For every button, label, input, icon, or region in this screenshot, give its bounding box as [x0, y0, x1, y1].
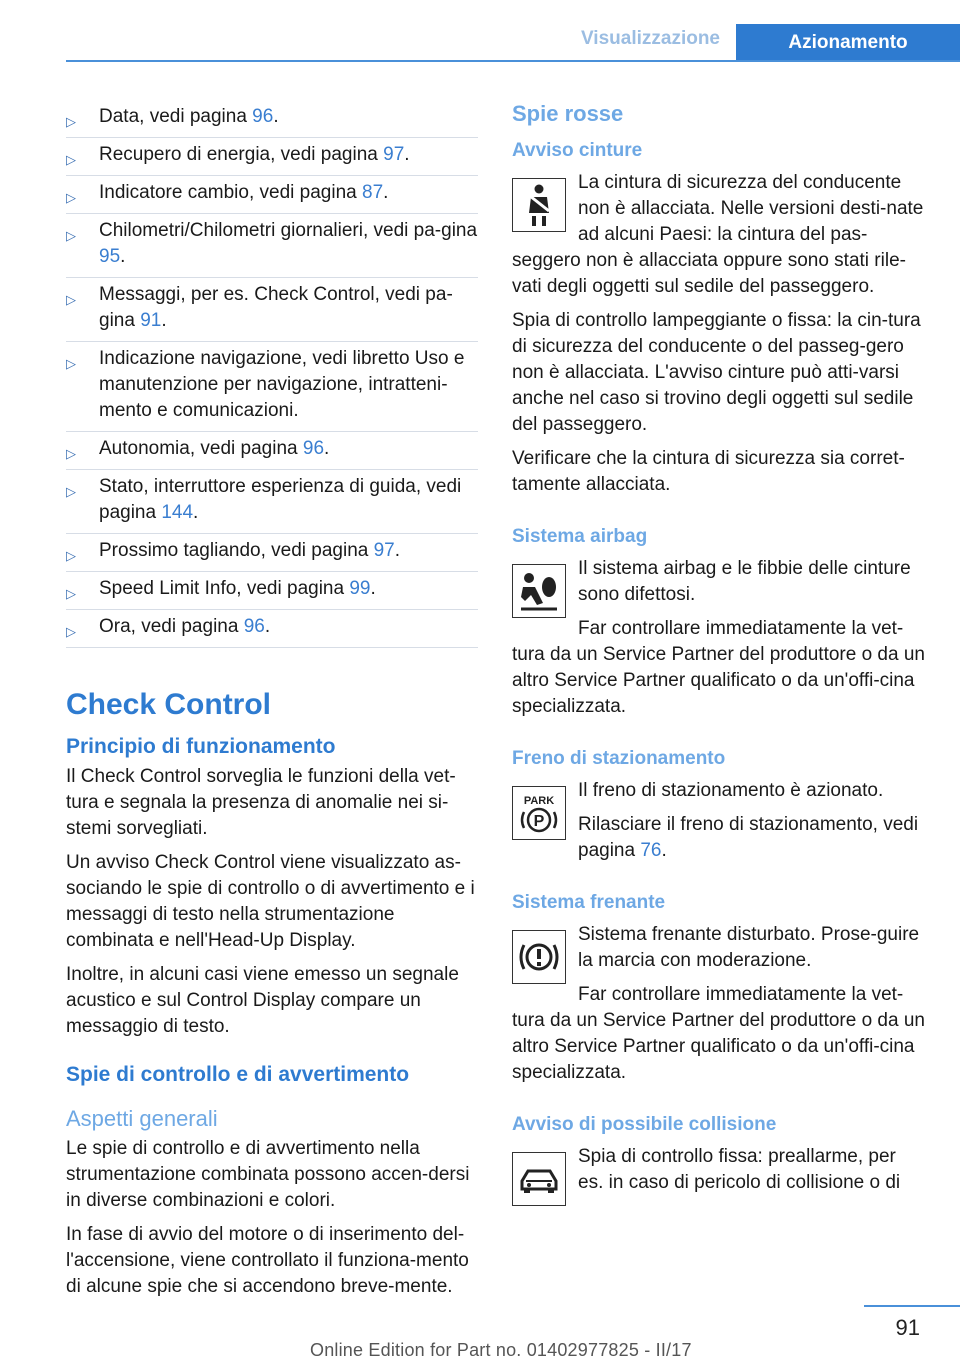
- svg-text:P: P: [533, 813, 545, 830]
- bullet-item: [66, 534, 478, 572]
- bullet-text: Indicatore cambio, vedi pagina: [99, 182, 362, 203]
- tab-visualizzazione[interactable]: Visualizzazione: [580, 28, 720, 49]
- para-cinture-1: La cintura di sicurezza del conducente non è allacciata. Nelle versioni desti-nate ad alcuni Paesi: la cintura del pas-seggero non è allacciata oppure sono stati rile-vati degli oggetti sul sedile del passeggero.: [512, 172, 924, 297]
- bullet-page-link[interactable]: 96: [243, 616, 265, 637]
- heading-airbag: Sistema airbag: [512, 526, 648, 547]
- heading-check-control: Check Control: [66, 688, 272, 721]
- seatbelt-icon: [512, 178, 566, 232]
- left-column: [66, 100, 478, 1308]
- bullet-text: Indicazione navigazione, vedi libretto Uso e manutenzione per navigazione, intratteni-mento e comunicazioni.: [99, 348, 465, 421]
- para-principio-2: Un avviso Check Control viene visualizzato as-sociando le spie di controllo o di avvertimento e i messaggi di testo nella strumentazione combinata e nell'Head-Up Display.: [66, 852, 475, 951]
- bullet-triangle-icon: ▷: [66, 152, 76, 167]
- bullet-triangle-icon: ▷: [66, 446, 76, 461]
- bullet-page-link[interactable]: 96: [302, 438, 325, 459]
- section-frenante: [512, 890, 926, 1086]
- bullet-suffix: .: [193, 502, 199, 523]
- section-collisione: [512, 1112, 926, 1196]
- edition-text: Online Edition for Part no. 01402977825 - II/17: [310, 1340, 692, 1360]
- para-frenante-2: Far controllare immediatamente la vet-tura da un Service Partner del produttore o da un altro Service Partner qualificato o da un'offi-cina specializzata.: [512, 984, 925, 1083]
- bullet-page-link[interactable]: 99: [349, 578, 371, 599]
- bullet-list: [66, 100, 478, 648]
- bullet-item: [66, 100, 478, 138]
- bullet-item: [66, 432, 478, 470]
- para-freno-2-text: Rilasciare il freno di stazionamento, vedi pagina: [578, 814, 919, 861]
- bullet-suffix: .: [324, 438, 330, 459]
- bullet-suffix: .: [383, 182, 389, 203]
- section-cinture: [512, 138, 926, 498]
- bullet-page-link[interactable]: 95: [99, 246, 121, 267]
- bullet-page-link[interactable]: 87: [362, 182, 384, 203]
- bullet-triangle-icon: ▷: [66, 586, 76, 601]
- bullet-triangle-icon: ▷: [66, 548, 76, 563]
- bullet-suffix: .: [394, 540, 401, 561]
- section-airbag: [512, 524, 926, 720]
- bullet-triangle-icon: ▷: [66, 484, 76, 499]
- link-page-76[interactable]: 76: [640, 840, 662, 861]
- bullet-suffix: .: [370, 578, 376, 599]
- para-principio-3: Inoltre, in alcuni casi viene emesso un segnale acustico e sul Control Display compare un messaggio di testo.: [66, 964, 459, 1037]
- para-collisione-1: Spia di controllo fissa: preallarme, per es. in caso di pericolo di collisione o di: [578, 1146, 901, 1193]
- brake-warning-icon: [512, 930, 566, 984]
- bullet-text: Messaggi, per es. Check Control, vedi pa-gina: [99, 284, 453, 331]
- bullet-page-link[interactable]: 97: [383, 144, 405, 165]
- bullet-text: Recupero di energia, vedi pagina: [99, 144, 384, 165]
- footer-rule: [864, 1305, 960, 1307]
- bullet-suffix: .: [161, 310, 167, 331]
- airbag-icon: [512, 564, 566, 618]
- page-number: 91: [895, 1315, 920, 1340]
- bullet-triangle-icon: ▷: [66, 190, 76, 205]
- para-aspetti-1: Le spie di controllo e di avvertimento nella strumentazione combinata possono accen-dersi in diverse combinazioni e colori.: [66, 1138, 470, 1211]
- bullet-text: Autonomia, vedi pagina: [99, 438, 303, 459]
- bullet-suffix: .: [273, 106, 279, 127]
- para-freno-1: Il freno di stazionamento è azionato.: [578, 780, 884, 801]
- para-principio-1: Il Check Control sorveglia le funzioni della vet-tura e segnala la presenza di anomalie nei si-stemi sorvegliati.: [66, 766, 456, 839]
- bullet-page-link[interactable]: 97: [373, 540, 395, 561]
- bullet-text: Ora, vedi pagina: [99, 616, 244, 637]
- heading-aspetti: Aspetti generali: [66, 1106, 218, 1131]
- bullet-item: [66, 610, 478, 648]
- bullet-item: [66, 342, 478, 432]
- bullet-page-link[interactable]: 144: [161, 502, 194, 523]
- bullet-suffix: .: [264, 616, 271, 637]
- bullet-page-link[interactable]: 96: [252, 106, 274, 127]
- heading-frenante: Sistema frenante: [512, 892, 666, 913]
- bullet-triangle-icon: ▷: [66, 292, 76, 307]
- bullet-page-link[interactable]: 91: [140, 310, 162, 331]
- para-aspetti-2: In fase di avvio del motore o di inserimento del-l'accensione, viene controllato il funziona-mento di alcune spie che si accendono breve-mente.: [66, 1224, 469, 1297]
- para-freno-2-suffix: .: [661, 840, 667, 861]
- bullet-item: [66, 572, 478, 610]
- bullet-text: Data, vedi pagina: [99, 106, 253, 127]
- right-column: [512, 100, 926, 1222]
- para-frenante-1: Sistema frenante disturbato. Prose-guire la marcia con moderazione.: [578, 924, 920, 971]
- para-cinture-2: Spia di controllo lampeggiante o fissa: la cin-tura di sicurezza del conducente o del passeg-gero non è allacciata. L'avviso cinture può atti-varsi anche nel caso si trovino degli oggetti sul sedile del passeggero.: [512, 310, 921, 435]
- bullet-triangle-icon: ▷: [66, 356, 76, 371]
- header-rule: [66, 60, 960, 62]
- tab-azionamento[interactable]: Azionamento: [736, 24, 960, 62]
- page-header: [66, 24, 960, 62]
- heading-freno: Freno di stazionamento: [512, 748, 726, 769]
- heading-principio: Principio di funzionamento: [66, 735, 336, 758]
- bullet-item: [66, 214, 478, 278]
- para-airbag-2: Far controllare immediatamente la vet-tura da un Service Partner del produttore o da un altro Service Partner qualificato o da un'offi-cina specializzata.: [512, 618, 925, 717]
- heading-cinture: Avviso cinture: [512, 140, 643, 161]
- bullet-item: [66, 176, 478, 214]
- bullet-text: Chilometri/Chilometri giornalieri, vedi pa-gina: [99, 220, 478, 241]
- bullet-triangle-icon: ▷: [66, 624, 76, 639]
- heading-collisione: Avviso di possibile collisione: [512, 1114, 777, 1135]
- parking-brake-icon: [512, 786, 566, 840]
- bullet-item: [66, 278, 478, 342]
- heading-spie: Spie di controllo e di avvertimento: [66, 1063, 410, 1086]
- collision-warning-icon: [512, 1152, 566, 1206]
- para-airbag-1: Il sistema airbag e le fibbie delle cinture sono difettosi.: [578, 558, 911, 605]
- bullet-item: [66, 470, 478, 534]
- bullet-triangle-icon: ▷: [66, 228, 76, 243]
- para-freno-2: [512, 812, 926, 864]
- heading-spie-rosse: Spie rosse: [512, 101, 624, 126]
- bullet-text: Speed Limit Info, vedi pagina: [99, 578, 350, 599]
- section-freno: [512, 746, 926, 864]
- bullet-item: [66, 138, 478, 176]
- bullet-text: Stato, interruttore esperienza di guida, vedi pagina: [99, 476, 462, 523]
- bullet-suffix: .: [120, 246, 126, 267]
- bullet-suffix: .: [404, 144, 410, 165]
- park-icon-text: PARK: [523, 795, 555, 807]
- para-cinture-3: Verificare che la cintura di sicurezza sia corret-tamente allacciata.: [512, 448, 905, 495]
- bullet-triangle-icon: ▷: [66, 114, 76, 129]
- bullet-text: Prossimo tagliando, vedi pagina: [99, 540, 374, 561]
